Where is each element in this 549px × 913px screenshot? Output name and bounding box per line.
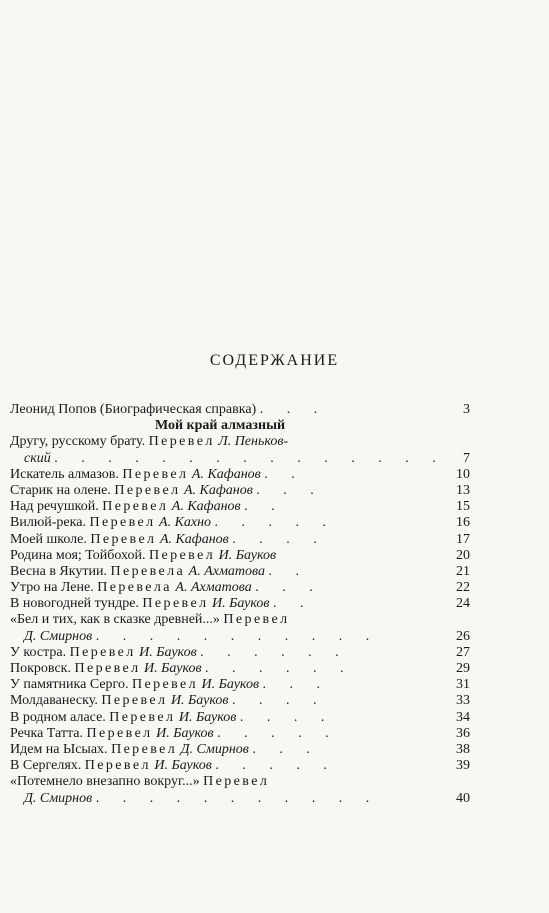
page-number: 15 [456, 499, 470, 515]
page-number: 34 [456, 709, 470, 725]
toc-entry [10, 580, 470, 596]
page-title: СОДЕРЖАНИЕ [209, 352, 340, 369]
page-number: 40 [456, 790, 470, 806]
section-title: Мой край алмазный [154, 418, 286, 434]
translator-name: И. Бауков [154, 758, 212, 774]
translator-label: Перевел [148, 434, 215, 450]
dot-leader: . . . [262, 677, 331, 693]
translator-name: А. Кафанов [159, 531, 229, 547]
toc-entry [10, 548, 470, 564]
translator-label: Перевел [114, 482, 181, 498]
entry-title: Моей школе. [10, 531, 87, 547]
toc-entry-continuation [10, 791, 470, 807]
toc-entry [10, 774, 470, 790]
entry-title: В родном аласе. [10, 709, 106, 725]
entry-title: Покровск. [10, 661, 71, 676]
toc-entry-intro [10, 402, 470, 418]
dot-leader: . . . . . . . . . . . . . . . [54, 450, 446, 466]
table-of-contents [10, 402, 470, 807]
entry-title: Весна в Якутии. [10, 563, 107, 579]
translator-name: И. Бауков [178, 709, 237, 725]
translator-name: А. Кахно [159, 515, 212, 531]
dot-leader: . . . [256, 482, 324, 498]
entry-title: «Бел и тих, как в сказке древней...» [10, 612, 220, 628]
entry-title: В Сергелях. [10, 758, 82, 774]
toc-entries [10, 434, 470, 806]
translator-label: Перевел [90, 531, 157, 547]
dot-leader: . . . . [239, 709, 335, 725]
translator-name: А. Кафанов [171, 499, 241, 515]
toc-entry [10, 645, 470, 661]
translator-label: Перевела [110, 563, 186, 579]
entry-title: Леонид Попов (Биографическая справка) [10, 402, 257, 417]
dot-leader: . . . . . [217, 725, 339, 741]
dot-leader: . . . [259, 402, 328, 417]
dot-leader: . . [264, 466, 305, 482]
entry-title: Старик на олене. [10, 482, 111, 498]
translator-name: И. Бауков [156, 725, 214, 741]
translator-name: И. Бауков [170, 693, 229, 709]
translator-name: Д. Смирнов [24, 790, 93, 806]
page-number: 29 [456, 661, 470, 676]
toc-entry [10, 677, 470, 693]
page-number: 22 [456, 580, 470, 596]
translator-label: Перевел [131, 677, 199, 693]
translator-label: Перевел [89, 515, 156, 531]
translator-name: Л. Пеньков- [218, 434, 289, 450]
translator-name: Д. Смирнов [24, 628, 93, 644]
page-number: 21 [456, 563, 470, 579]
page-number: 24 [456, 596, 470, 612]
entry-title: Идем на Ысыах. [10, 741, 108, 757]
translator-name: И. Бауков [139, 644, 197, 660]
translator-label: Перевел [69, 644, 136, 660]
dot-leader: . . . . . . . . . . . [95, 628, 380, 644]
toc-entry [10, 532, 470, 548]
translator-name: ский [24, 450, 51, 466]
translator-label: Перевел [203, 774, 270, 790]
page-number: 39 [456, 758, 470, 774]
page-number: 38 [456, 741, 470, 757]
translator-name: А. Кафанов [191, 466, 261, 482]
translator-label: Перевел [74, 661, 141, 676]
entry-title: Над речушкой. [10, 499, 99, 515]
dot-leader: . . . . . . [205, 661, 354, 676]
page-number: 17 [456, 531, 470, 547]
translator-name: И. Бауков [144, 661, 202, 676]
dot-leader: . . . . [232, 531, 327, 547]
page-number: 26 [456, 628, 470, 644]
translator-label: Перевел [122, 466, 189, 482]
page-number: 7 [463, 450, 470, 466]
entry-title: У памятника Серго. [10, 677, 129, 693]
entry-title: Утро на Лене. [10, 580, 94, 596]
page-number: 10 [456, 466, 470, 482]
toc-entry [10, 726, 470, 742]
page-number: 33 [456, 693, 470, 709]
toc-entry [10, 515, 470, 531]
translator-label: Перевел [84, 758, 151, 774]
translator-label: Перевел [109, 709, 176, 725]
page-number: 31 [456, 677, 470, 693]
entry-title: Речка Татта. [10, 725, 83, 741]
entry-title: Родина моя; Тойбохой. [10, 547, 146, 563]
translator-label: Перевел [101, 693, 168, 709]
dot-leader: . . . . [231, 693, 327, 709]
page-number: 27 [456, 644, 470, 660]
entry-title: В новогодней тундре. [10, 596, 139, 612]
translator-name: И. Бауков [201, 677, 260, 693]
entry-title: Другу, русскому брату. [10, 434, 146, 450]
toc-entry [10, 710, 470, 726]
translator-name: А. Кафанов [183, 482, 253, 498]
translator-label: Перевел [111, 741, 178, 757]
toc-entry [10, 758, 470, 774]
dot-leader: . . . . . . [200, 644, 349, 660]
toc-entry-continuation [10, 629, 470, 645]
toc-entry [10, 483, 470, 499]
translator-name: А. Ахматова [188, 563, 266, 579]
page-number: 3 [463, 402, 470, 417]
page-number: 20 [456, 547, 470, 563]
entry-title: «Потемнело внезапно вокруг...» [10, 774, 200, 790]
dot-leader: . . . . . . . . . . . [95, 790, 380, 806]
dot-leader: . . [244, 499, 285, 515]
toc-entry [10, 661, 470, 677]
dot-leader: . . . [255, 580, 323, 596]
toc-entry [10, 742, 470, 758]
toc-entry [10, 499, 470, 515]
toc-entry [10, 693, 470, 709]
toc-entry [10, 467, 470, 483]
toc-entry [10, 434, 470, 450]
toc-entry-continuation [10, 451, 470, 467]
section-heading [10, 418, 470, 434]
translator-label: Перевела [97, 580, 172, 596]
toc-entry [10, 564, 470, 580]
translator-label: Перевел [86, 725, 153, 741]
translator-label: Перевел [102, 499, 169, 515]
translator-name: И. Бауков [212, 596, 270, 612]
dot-leader: . . . . . [214, 515, 337, 531]
toc-entry [10, 612, 470, 628]
page-number: 13 [456, 482, 470, 498]
entry-title: У костра. [10, 644, 67, 660]
translator-label: Перевел [223, 612, 290, 628]
dot-leader: . . . [252, 741, 320, 757]
translator-name: И. Бауков [218, 547, 277, 563]
entry-title: Молдаванеску. [10, 693, 98, 709]
dot-leader: . . . . . [215, 758, 337, 774]
translator-label: Перевел [149, 547, 216, 563]
entry-title: Вилюй-река. [10, 515, 86, 531]
translator-name: Д. Смирнов [180, 741, 249, 757]
dot-leader: . . [268, 563, 310, 579]
dot-leader: . . [273, 596, 314, 612]
entry-title: Искатель алмазов. [10, 466, 119, 482]
translator-label: Перевел [142, 596, 209, 612]
page-number: 36 [456, 725, 470, 741]
toc-entry [10, 596, 470, 612]
page-number: 16 [456, 515, 470, 531]
translator-name: А. Ахматова [175, 580, 252, 596]
